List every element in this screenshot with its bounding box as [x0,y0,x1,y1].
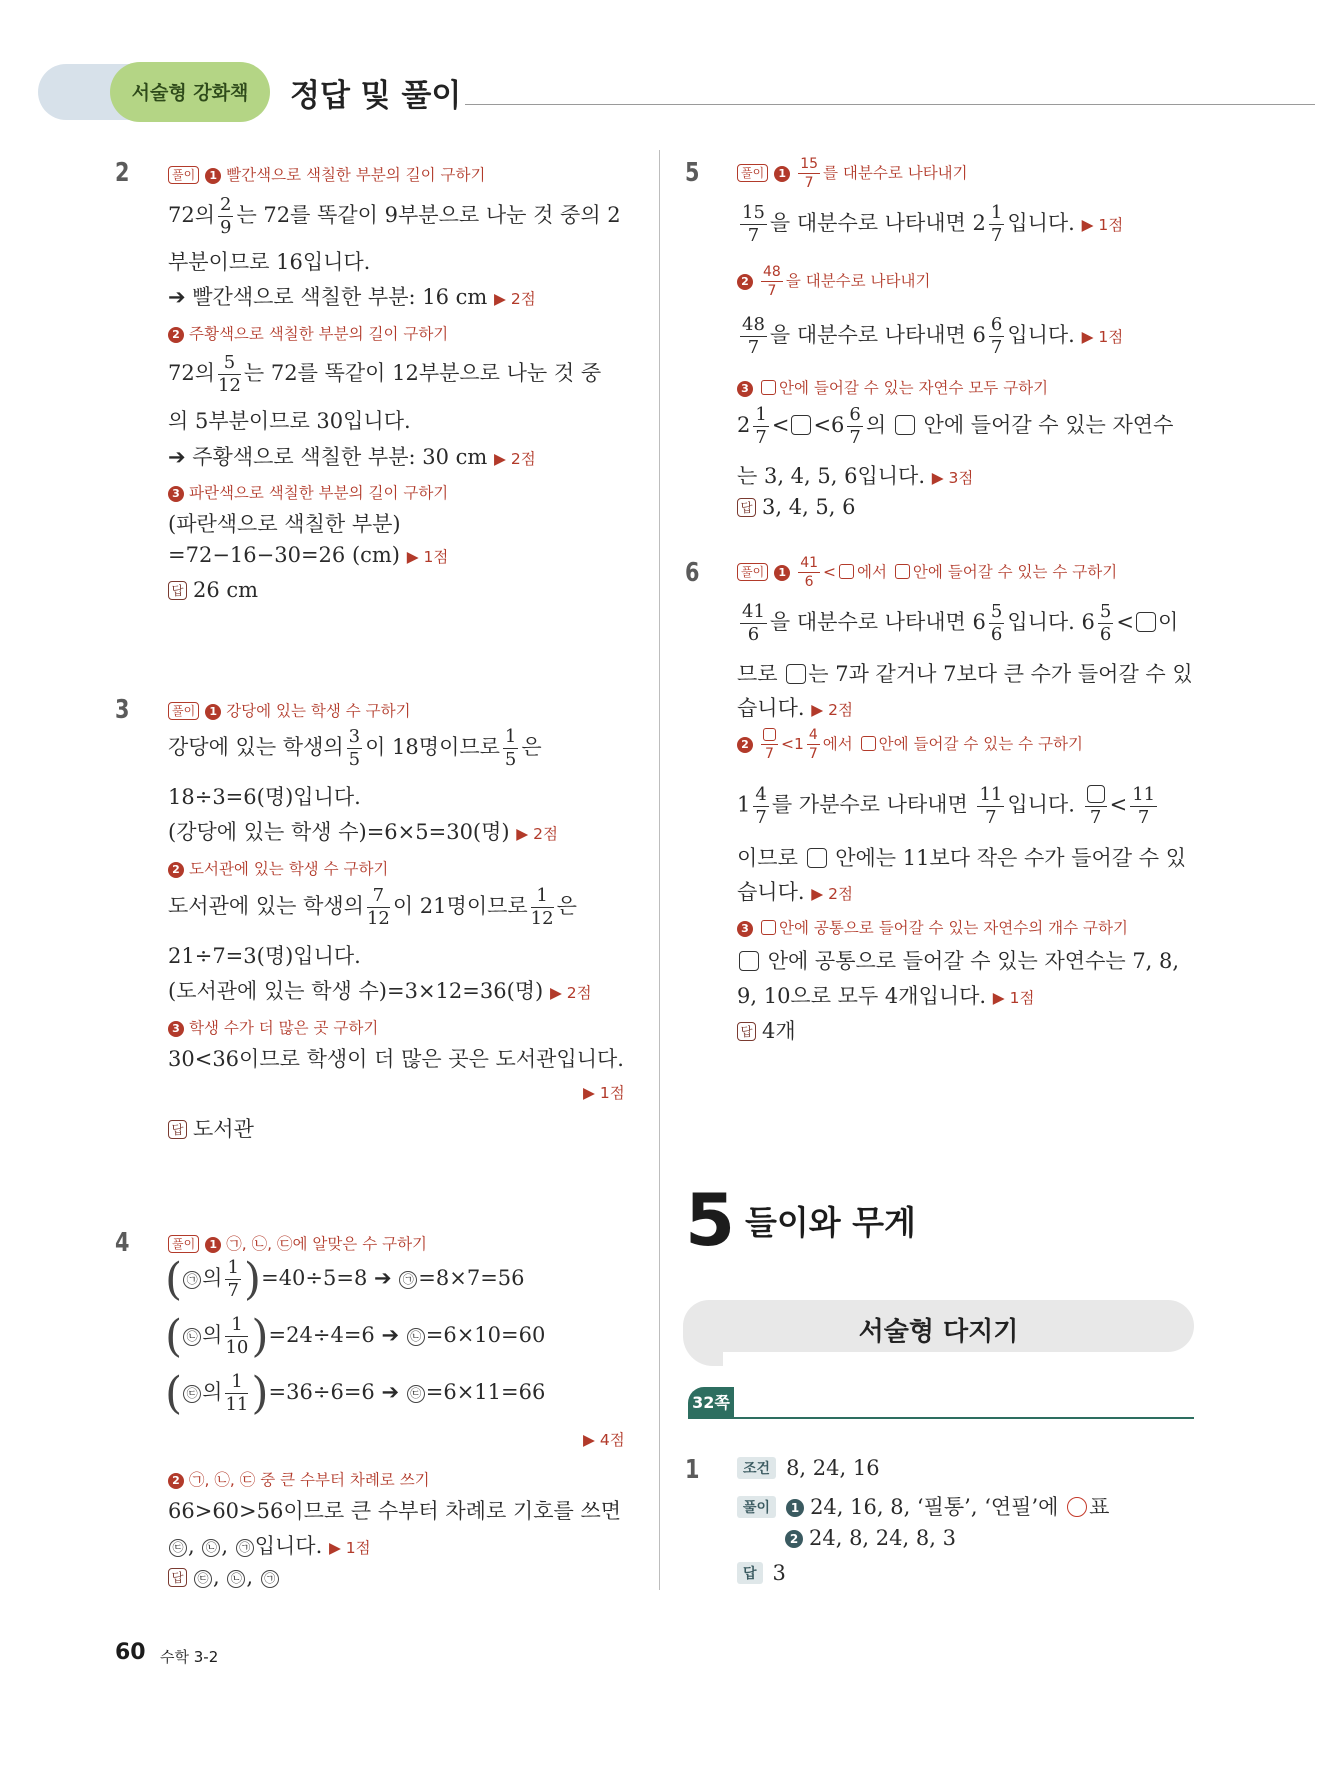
answer-line: 답 3 [737,1561,786,1585]
points-label: ▶ 4점 [583,1431,625,1449]
text-line: 이므로 안에는 11보다 작은 수가 들어갈 수 있 [737,846,1187,870]
text-line: ㉢ , ㉡ , ㉠ 입니다. ▶ 1점 [168,1530,371,1560]
problem-number-6: 6 [685,558,700,588]
step-hint: 풀이 1 빨간색으로 색칠한 부분의 길이 구하기 [168,163,485,185]
text-line: 도서관에 있는 학생의 $\frac{7}{12}$ 이 21명이므로 $\frac{1}{12}$ 은 [168,885,577,929]
page-reference-rule [688,1417,1194,1419]
blank-box [739,951,759,971]
page-subject: 수학 3-2 [160,1648,219,1666]
section-bar: 서술형 다지기 [683,1300,1194,1352]
text-line: 66>60>56이므로 큰 수부터 차례로 기호를 쓰면 [168,1499,622,1523]
step-hint: 2 주황색으로 색칠한 부분의 길이 구하기 [168,322,448,344]
equation-row: ( ㉢ 의 $\frac{1}{11}$ )=36÷6=6 ➔ ㉢ =6×11=66 [165,1368,546,1419]
text-line: 의 5부분이므로 30입니다. [168,409,411,433]
red-circle-mark [1067,1497,1087,1517]
text-line: 72의 $\frac{2}{9}$ 는 72를 똑같이 9부분으로 나눈 것 중의 2 [168,194,621,238]
answer-line: 답 26 cm [168,578,258,602]
step-hint: 3 파란색으로 색칠한 부분의 길이 구하기 [168,481,448,503]
text-line: ➔ 주황색으로 색칠한 부분: 30 cm ▶ 2점 [168,445,536,469]
header-rule [465,104,1315,105]
text-line: $\frac{15}{7}$ 을 대분수로 나타내면 2 $\frac{1}{7}$ 입니다. ▶ 1점 [742,202,1124,246]
problem-number-4: 4 [115,1228,130,1258]
problem-number-3: 3 [115,695,130,725]
text-line: $\frac{41}{6}$ 을 대분수로 나타내면 6 $\frac{5}{6}$ 입니다. 6 $\frac{5}{6}$ < 이 [742,601,1179,645]
text-line: 부분이므로 16입니다. [168,250,371,274]
section-title: 들이와 무게 [745,1203,916,1242]
problem-number-1: 1 [685,1455,700,1485]
step-hint: 2 7 <1 $\frac{4}{7}$ 에서 안에 들어갈 수 있는 수 구하기 [737,728,1083,761]
step-hint: 3 학생 수가 더 많은 곳 구하기 [168,1016,378,1038]
section-number: 5 [685,1178,736,1262]
text-line: 9, 10으로 모두 4개입니다. ▶ 1점 [737,984,1035,1008]
step-hint: 풀이 1 $\frac{15}{7}$ 를 대분수로 나타내기 [737,157,968,190]
equation-row: ( ㉠ 의 $\frac{1}{7}$ )=40÷5=8 ➔ ㉠ =8×7=56 [165,1254,525,1305]
text-line: 21÷7=3(명)입니다. [168,944,361,968]
blank-box [1136,612,1156,632]
blank-box [791,415,811,435]
condition-line: 조건 8, 24, 16 [737,1456,880,1480]
blank-box [807,848,827,868]
text-line: (강당에 있는 학생 수)=6×5=30(명) ▶ 2점 [168,820,558,844]
blank-box [786,664,806,684]
text-line: 1 $\frac{4}{7}$ 를 가분수로 나타내면 $\frac{11}{7}$ 입니다. 7 < $\frac{11}{7}$ [737,783,1156,828]
problem-number-2: 2 [115,158,130,188]
problem-number-5: 5 [685,158,700,188]
step-hint: 풀이 1 ㉠, ㉡, ㉢에 알맞은 수 구하기 [168,1232,427,1254]
text-line: 는 3, 4, 5, 6입니다. ▶ 3점 [737,464,974,488]
answer-line: 답 ㉢ , ㉡ , ㉠ [168,1565,280,1589]
page-number: 60 [115,1640,146,1665]
step-hint: 2 $\frac{48}{7}$ 을 대분수로 나타내기 [737,265,930,298]
step-hint: 풀이 1 $\frac{41}{6}$ < 에서 안에 들어갈 수 있는 수 구하기 [737,556,1117,589]
header-tag: 서술형 강화책 [110,62,270,122]
text-line: 30<36이므로 학생이 더 많은 곳은 도서관입니다. [168,1047,624,1071]
text-line: ➔ 빨간색으로 색칠한 부분: 16 cm ▶ 2점 [168,285,536,309]
column-divider [659,150,660,1590]
text-line: 2 $\frac{1}{7}$ < <6 $\frac{6}{7}$ 의 안에 들어갈 수 있는 자연수 [737,404,1174,448]
step-hint: 풀이 1 강당에 있는 학생 수 구하기 [168,699,411,721]
answer-line: 답 4개 [737,1015,796,1045]
text-line: $\frac{48}{7}$ 을 대분수로 나타내면 6 $\frac{6}{7}$ 입니다. ▶ 1점 [742,314,1124,358]
blank-box [895,415,915,435]
text-line: 2 24, 8, 24, 8, 3 [785,1526,956,1550]
text-line: (파란색으로 색칠한 부분) [168,512,401,536]
page-title: 정답 및 풀이 [290,78,462,114]
answer-line: 답 3, 4, 5, 6 [737,495,856,519]
text-line: 72의 $\frac{5}{12}$ 는 72를 똑같이 12부분으로 나눈 것 중 [168,352,602,396]
text-line: =72−16−30=26 (cm) ▶ 1점 [168,543,449,567]
answer-line: 답 도서관 [168,1113,254,1143]
text-line: 므로 는 7과 같거나 7보다 큰 수가 들어갈 수 있 [737,662,1193,686]
equation-row: ( ㉡ 의 $\frac{1}{10}$ )=24÷4=6 ➔ ㉡ =6×10=60 [165,1311,546,1362]
text-line: 강당에 있는 학생의 $\frac{3}{5}$ 이 18명이므로 $\frac{1}{5}$ 은 [168,726,542,770]
text-line: 습니다. ▶ 2점 [737,880,853,904]
text-line: (도서관에 있는 학생 수)=3×12=36(명) ▶ 2점 [168,979,592,1003]
step-hint: 2 도서관에 있는 학생 수 구하기 [168,857,388,879]
text-line: 안에 공통으로 들어갈 수 있는 자연수는 7, 8, [737,945,1179,975]
points-label: ▶ 1점 [583,1084,625,1102]
text-line: 습니다. ▶ 2점 [737,696,853,720]
step-hint: 2 ㉠, ㉡, ㉢ 중 큰 수부터 차례로 쓰기 [168,1468,430,1490]
text-line: 18÷3=6(명)입니다. [168,785,361,809]
text-line: 풀이 1 24, 16, 8, ‘필통’, ‘연필’에 표 [737,1491,1109,1521]
step-hint: 3 안에 들어갈 수 있는 자연수 모두 구하기 [737,376,1048,398]
page-reference-tag: 32쪽 [688,1387,734,1419]
step-hint: 3 안에 공통으로 들어갈 수 있는 자연수의 개수 구하기 [737,916,1128,938]
